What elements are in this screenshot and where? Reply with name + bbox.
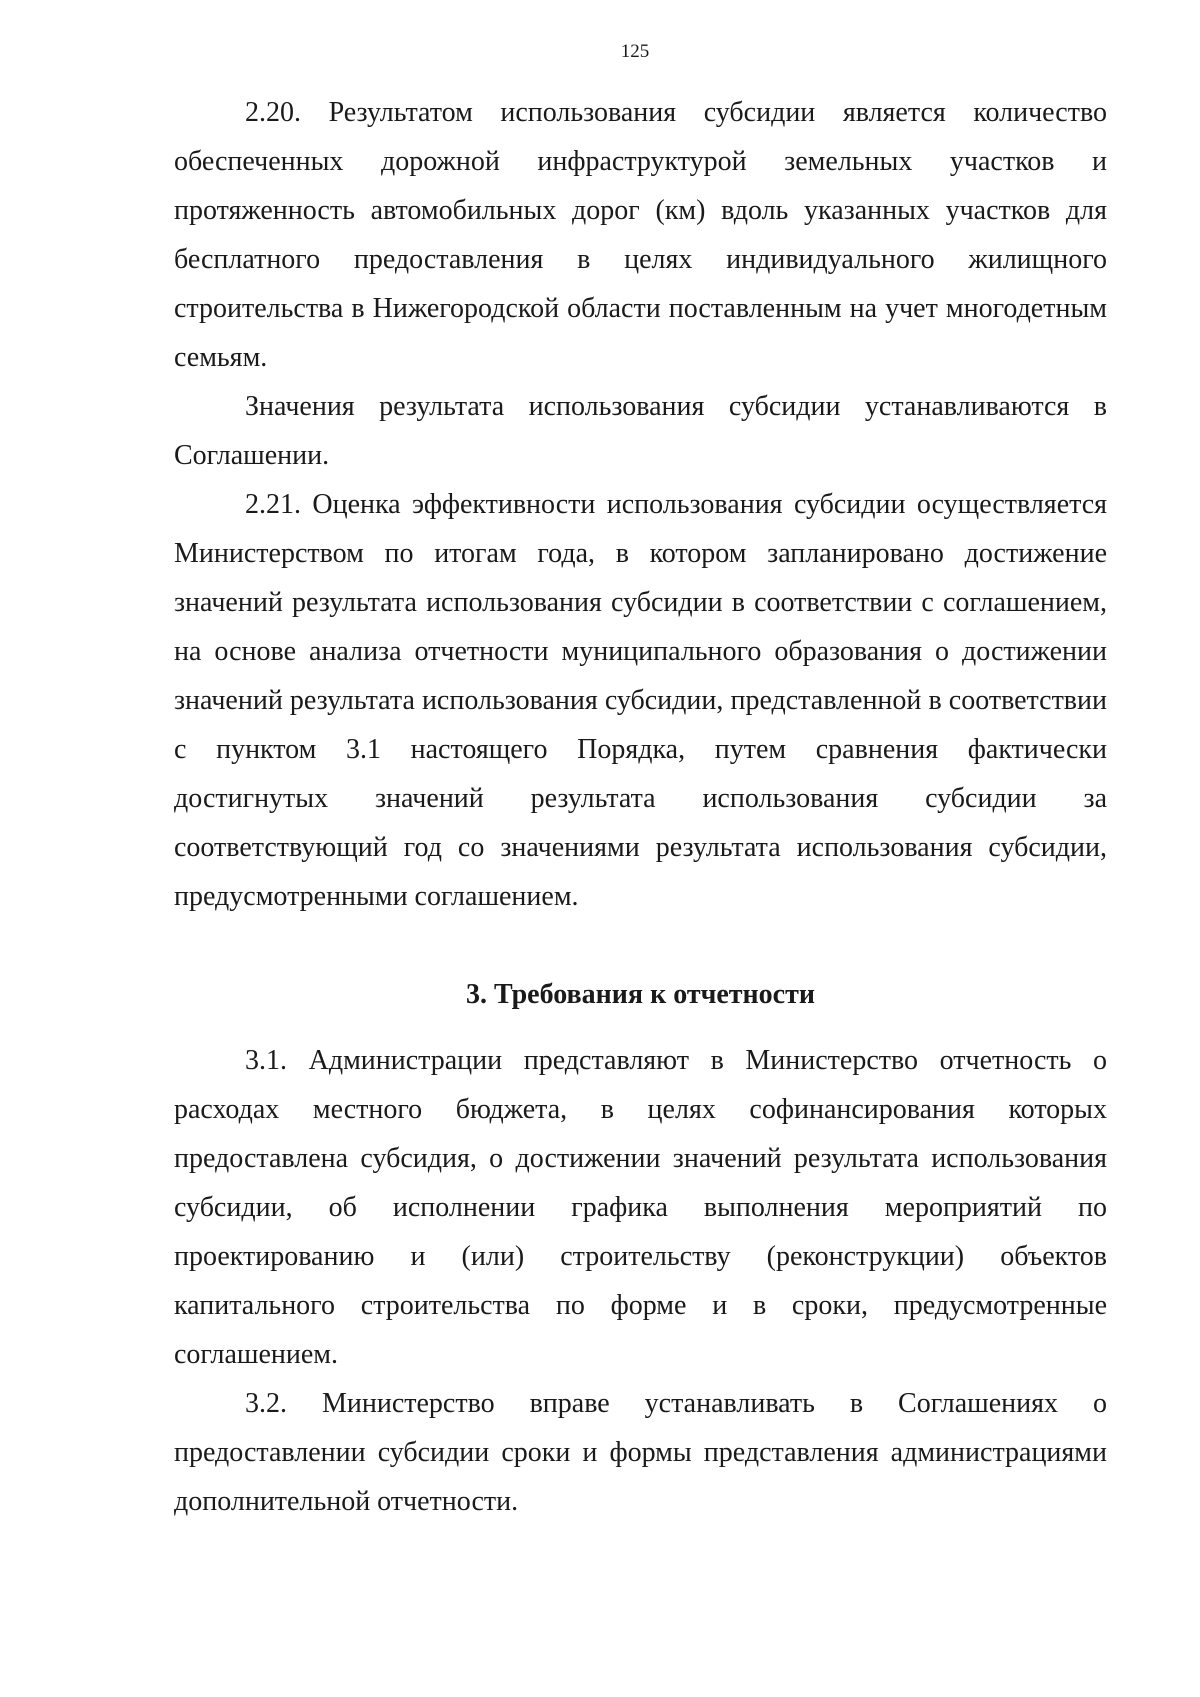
page-number: 125	[620, 41, 650, 62]
paragraph-result-values: Значения результата использования субсидии устанавливаются в Соглашении.	[174, 391, 1107, 471]
section-heading: 3. Требования к отчетности	[465, 979, 815, 1010]
paragraph-2-21: 2.21. Оценка эффективности использования субсидии осуществляется Министерством по итогам года, в котором запланировано достижение значений результата использования субсидии в соответствии с соглашением, на основе анализа отчетности муниципального образования о достижении значений результата использования субсидии, представленной в соответствии с пунктом 3.1 настоящего Порядка, путем сравнения фактически достигнутых значений результата использования субсидии за соответствующий год со значениями результата использования субсидии, предусмотренными соглашением.	[174, 489, 1107, 912]
document-body	[174, 88, 1107, 1526]
paragraph-2-20: 2.20. Результатом использования субсидии является количество обеспеченных дорожной инфраструктурой земельных участков и протяженность автомобильных дорог (км) вдоль указанных участков для бесплатного предоставления в целях индивидуального жилищного строительства в Нижегородской области поставленным на учет многодетным семьям.	[174, 97, 1107, 373]
paragraph-3-2: 3.2. Министерство вправе устанавливать в Соглашениях о предоставлении субсидии сроки и формы представления администрациями дополнительной отчетности.	[174, 1388, 1107, 1517]
paragraph-3-1: 3.1. Администрации представляют в Министерство отчетность о расходах местного бюджета, в целях софинансирования которых предоставлена субсидия, о достижении значений результата использования субсидии, об исполнении графика выполнения мероприятий по проектированию и (или) строительству (реконструкции) объектов капитального строительства по форме и в сроки, предусмотренные соглашением.	[174, 1045, 1107, 1370]
